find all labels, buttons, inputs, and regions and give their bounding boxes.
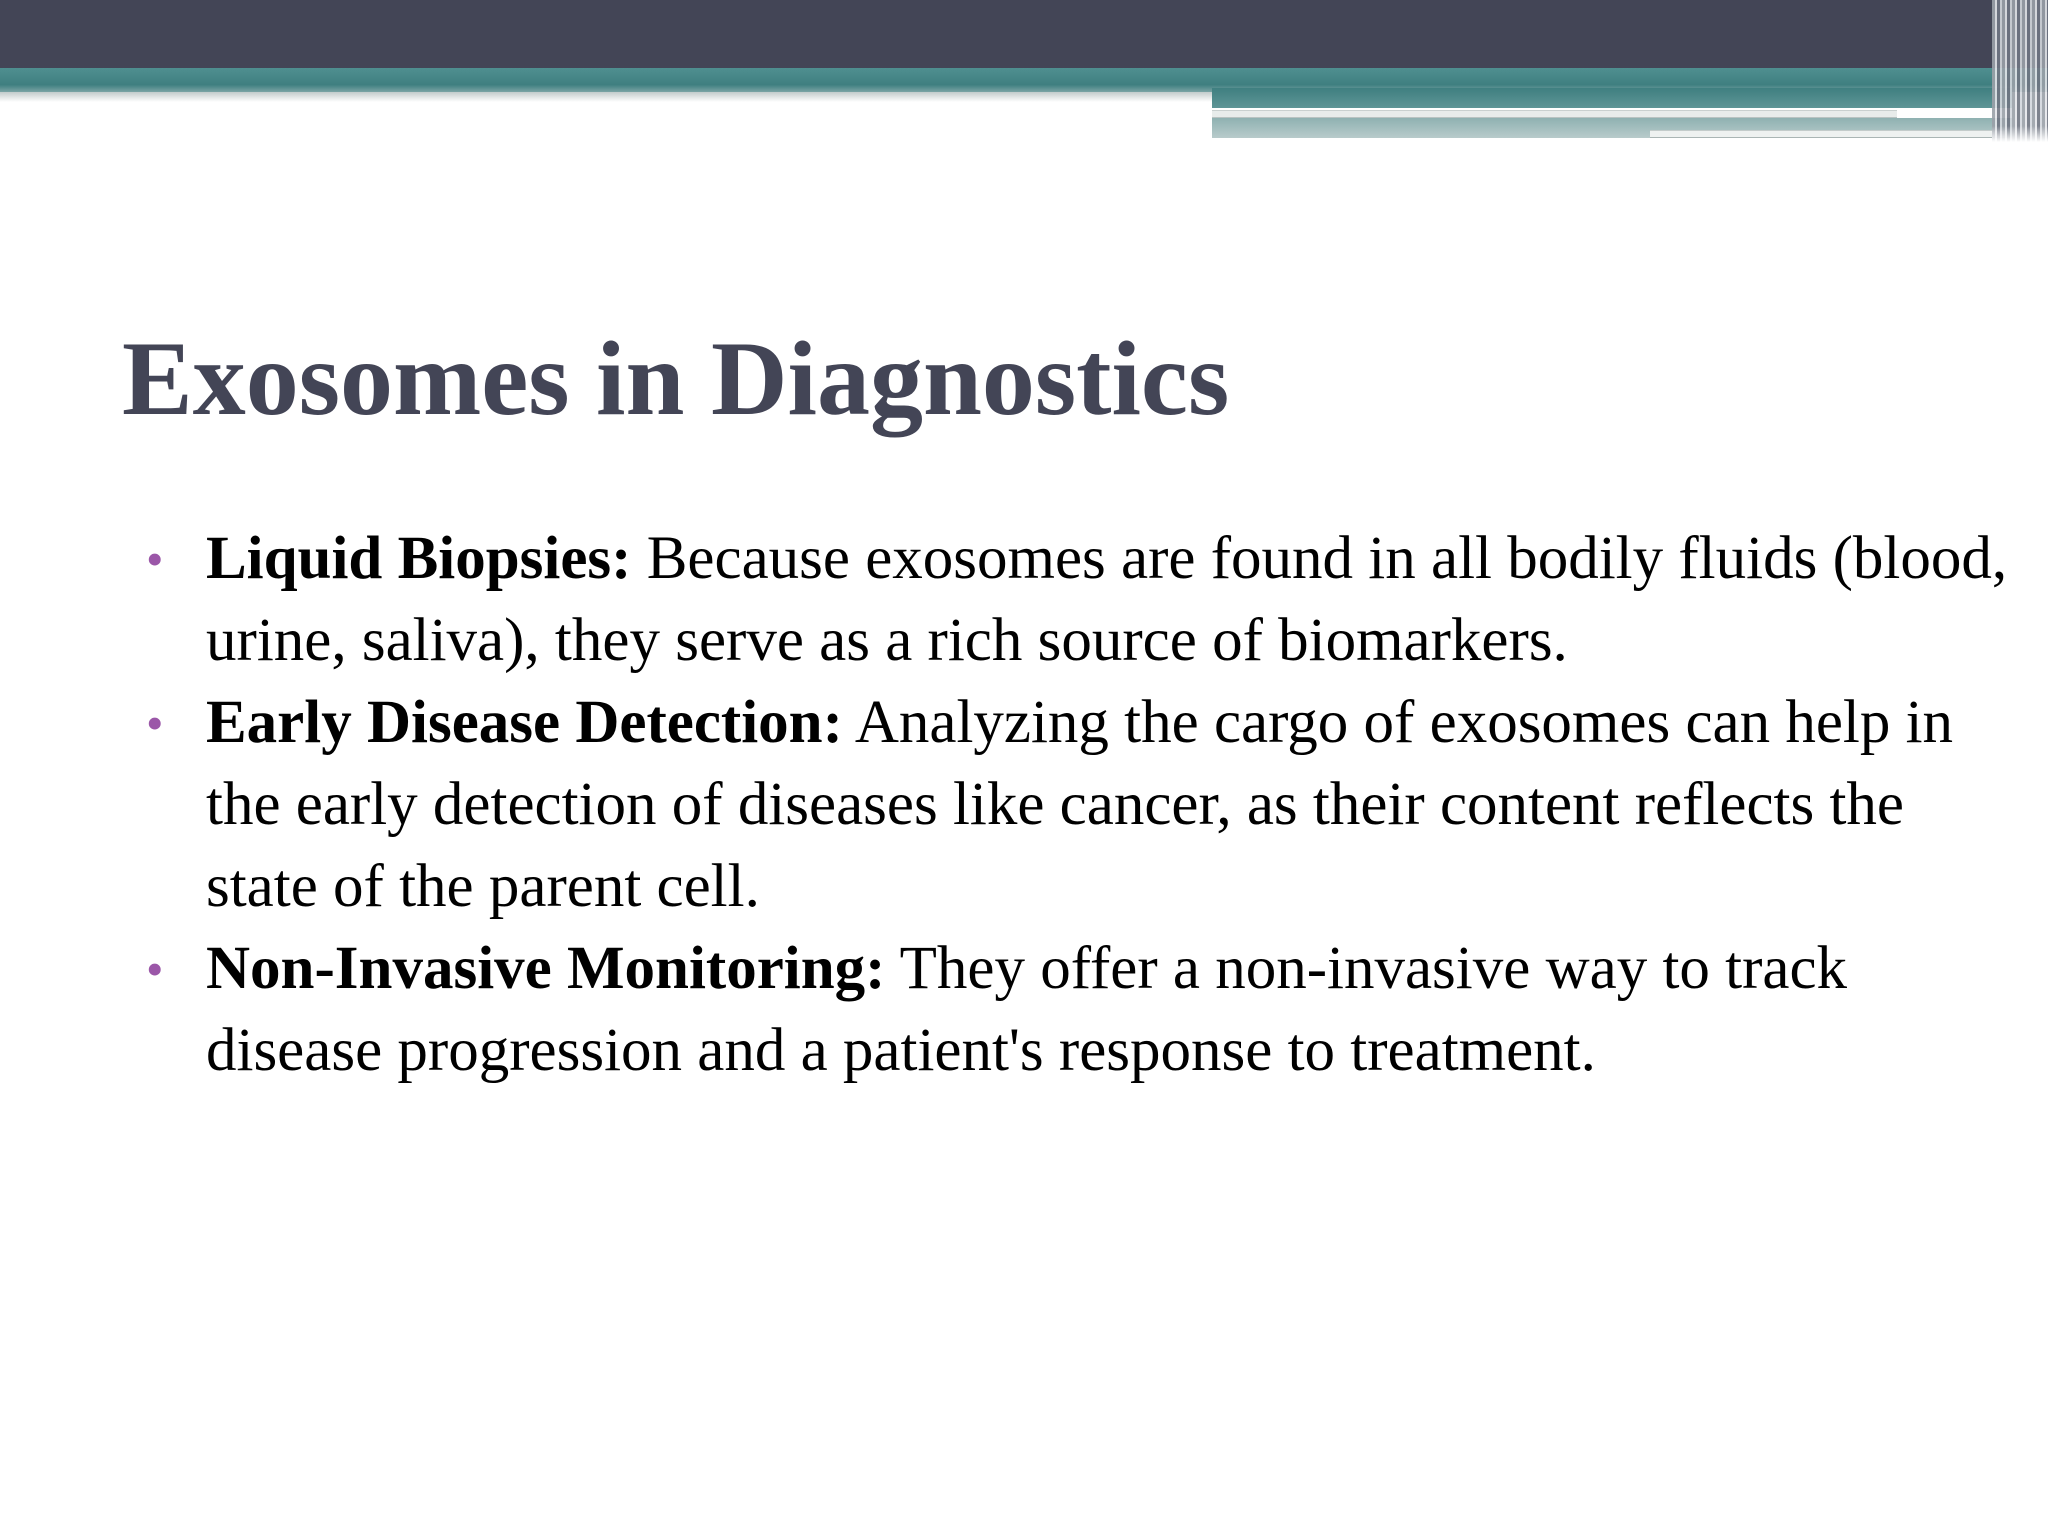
bullet-item-liquid-biopsies xyxy=(140,518,2020,682)
bullet-term: Early Disease Detection: xyxy=(206,689,843,756)
bullet-dot-icon: • xyxy=(146,695,164,751)
header-accent-line-short xyxy=(1650,130,2005,138)
slide-title: Exosomes in Diagnostics xyxy=(122,320,1230,437)
header-accent-line xyxy=(1212,110,1897,118)
bullet-item-non-invasive-monitoring xyxy=(140,928,2020,1092)
bullet-text: They offer a non-invasive way to track disease progression and a patient's response to treatment. xyxy=(206,935,1848,1084)
bullet-text: Analyzing the cargo of exosomes can help in the early detection of diseases like cancer, as their content reflects the state of the parent cell. xyxy=(206,689,1954,920)
bullet-dot-icon: • xyxy=(146,941,164,997)
bullet-list xyxy=(140,518,2020,1092)
header-vertical-stripes xyxy=(1992,0,2048,142)
bullet-dot-icon: • xyxy=(146,531,164,587)
bullet-term: Non-Invasive Monitoring: xyxy=(206,935,886,1002)
bullet-term: Liquid Biopsies: xyxy=(206,525,632,592)
header-step-band xyxy=(1212,88,2012,108)
header-shadow xyxy=(0,92,1215,102)
header-dark-band xyxy=(0,0,2048,68)
bullet-item-early-detection xyxy=(140,682,2020,928)
bullet-text: Because exosomes are found in all bodily fluids (blood, urine, saliva), they serve as a rich source of biomarkers. xyxy=(206,525,2008,674)
header-stripes-fade xyxy=(1992,126,2048,142)
